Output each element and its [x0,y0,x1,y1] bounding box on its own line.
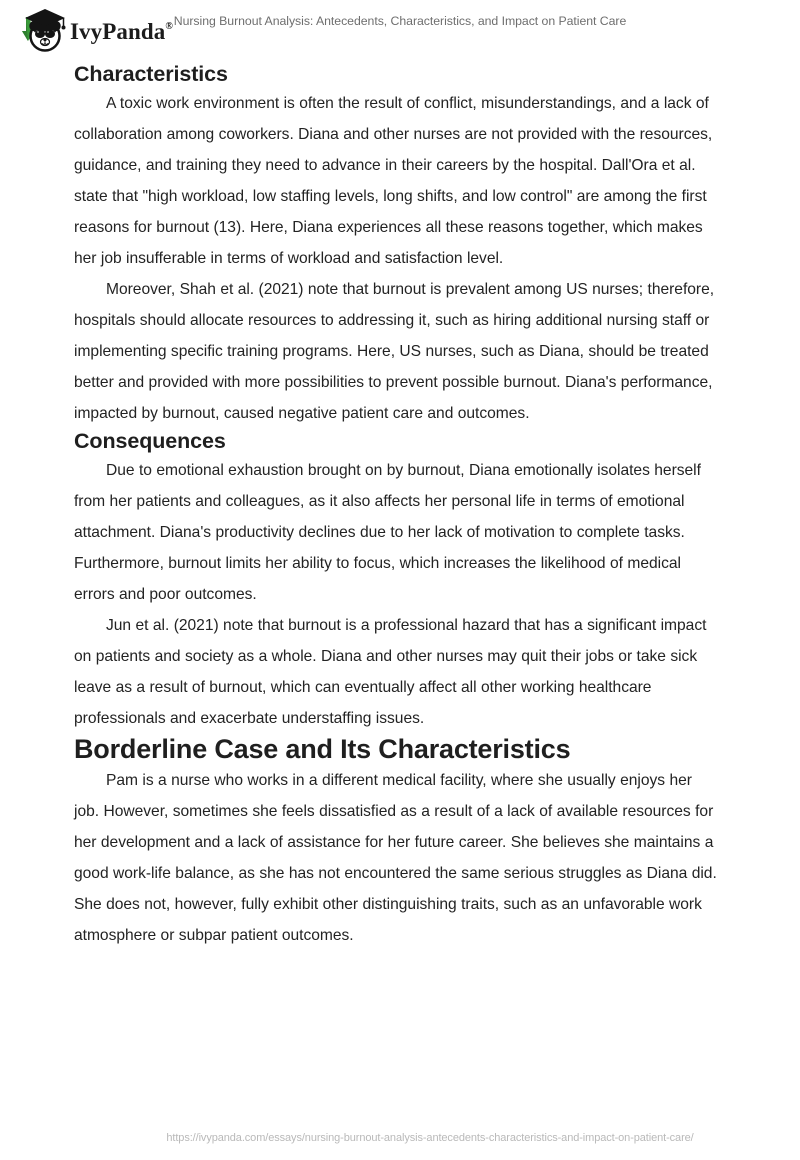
page-header [0,0,800,62]
footer-source-url[interactable]: https://ivypanda.com/essays/nursing-burnout-analysis-antecedents-characteristics-and-impact-on-patient-care/ [166,1132,694,1144]
section-heading-borderline-case: Borderline Case and Its Characteristics [74,733,571,764]
paragraph-characteristics-1: A toxic work environment is often the result of conflict, misunderstandings, and a lack of collaboration among coworkers. Diana and other nurses are not provided with the resources, guidance, and training they need to advance in their careers by the hospital. Dall'Ora et al. state that "high workload, low staffing levels, long shifts, and low control" are among the first reasons for burnout (13). Here, Diana experiences all these reasons together, which makes her job insufferable in terms of workload and satisfaction level. [74,94,713,267]
document-content [74,62,720,951]
section-heading-consequences: Consequences [74,428,226,453]
section-heading-characteristics: Characteristics [74,62,228,86]
page-footer [0,1128,800,1146]
paragraph-consequences-2: Jun et al. (2021) note that burnout is a professional hazard that has a significant impact on patients and society as a whole. Diana and other nurses may quit their jobs or take sick leave as a result of burnout, which can eventually affect all other working healthcare professionals and exacerbate understaffing issues. [74,616,707,727]
brand-name-text: IvyPanda [70,18,166,44]
paragraph-consequences-1: Due to emotional exhaustion brought on by burnout, Diana emotionally isolates herself from her patients and colleagues, as it also affects her personal life in terms of emotional attachment. Diana's productivity declines due to her lack of motivation to complete tasks. Furthermore, burnout limits her ability to focus, which increases the likelihood of medical errors and poor outcomes. [74,461,701,603]
registered-trademark-icon: ® [165,20,173,32]
paragraph-characteristics-2: Moreover, Shah et al. (2021) note that burnout is prevalent among US nurses; therefore, hospitals should allocate resources to addressing it, such as hiring additional nursing staff or implementing specific training programs. Here, US nurses, such as Diana, should be treated better and provided with more possibilities to prevent possible burnout. Diana's performance, impacted by burnout, caused negative patient care and outcomes. [74,280,715,422]
paragraph-borderline-case-1: Pam is a nurse who works in a different medical facility, where she usually enjoys her job. However, sometimes she feels dissatisfied as a result of a lack of available resources for her development and a lack of assistance for her future career. She believes she maintains a good work-life balance, as she has not encountered the same serious struggles as Diana did. She does not, however, fully exhibit other distinguishing traits, such as an unfavorable work atmosphere or subpar patient outcomes. [74,772,717,945]
document-header-title: Nursing Burnout Analysis: Antecedents, Characteristics, and Impact on Patient Care [173,14,627,28]
